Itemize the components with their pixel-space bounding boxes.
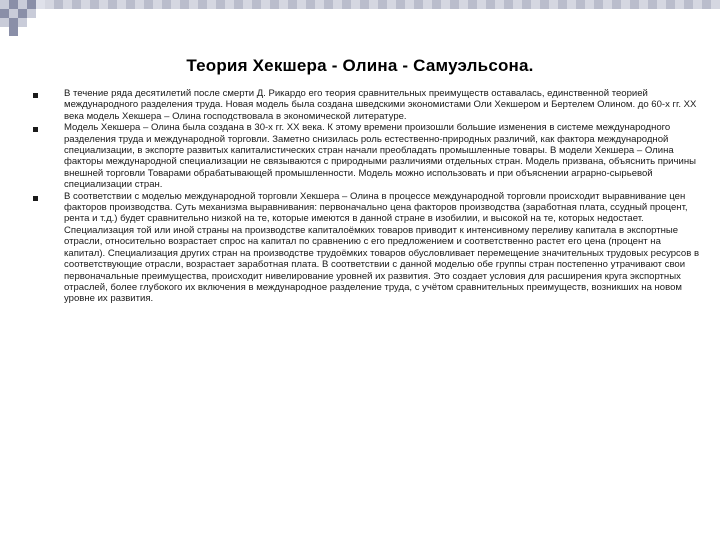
- bullet-text: В соответствии с моделью международной торговли Хекшера – Олина в процессе международной торговли происходит выравнивание цен факторов производства. Суть механизма выравнивания: первоначально цена факторов производства (заработная плата, ссудный процент, рента и т.д.) будет сравнительно низкой на те, которые имеются в данной стране в изобилии, и высокой на те, которых недостает. Специализация той или иной страны на производстве капиталоёмких товаров приводит к интенсивному переливу капитала в экспортные отрасли, относительно возрастает спрос на капитал по сравнению с его предложением и соответственно растет его цена (процент на капитал). Специализация других стран на производстве трудоёмких товаров обусловливает перемещение значительных трудовых ресурсов в соответствующие отрасли, возрастает заработная плата. В соответствии с данной моделью обе группы стран постепенно утрачивают свои первоначальные преимущества, происходит нивелирование уровней их развития. Это создает условия для расширения круга экспортных отраслей, более глубокого их включения в международное разделение труда, с учётом сравнительных преимуществ, возникших на новом уровне их развития.: [64, 190, 700, 305]
- slide-title: Теория Хекшера - Олина - Самуэльсона.: [186, 56, 534, 75]
- square-bullet-icon: [33, 127, 38, 132]
- bullet-item: [32, 88, 700, 122]
- square-bullet-icon: [33, 93, 38, 98]
- square-bullet-icon: [33, 196, 38, 201]
- bullet-item: [32, 191, 700, 305]
- bullet-text: В течение ряда десятилетий после смерти Д. Рикардо его теория сравнительных преимуществ оставалась, единственной теорией международного разделения труда. Новая модель была создана шведскими экономистами Оли Хекшером и Бертелем Олином. до 60-х гг. XX века модель Хекшера – Олина господствовала в экономической литературе.: [64, 88, 697, 122]
- bullet-text: Модель Хекшера – Олина была создана в 30-х гг. XX века. К этому времени произошли большие изменения в системе международного разделения труда и международной торговли. Заметно снизилась роль естественно-природных различий, как фактора международной специализации, в экспорте развитых капиталистических стран начали преобладать промышленные товары. В модели Хекшера – Олина факторы международной специализации не связываются с природными различиями отдельных стран. Модель призвана, объяснить причины внешней торговли Товарами обрабатывающей промышленности. Модель можно использовать и при объяснении аграрно-сырьевой специализации стран.: [64, 122, 696, 191]
- bullet-item: [32, 122, 700, 190]
- decorative-squares: [0, 0, 720, 40]
- bullet-list: [32, 88, 700, 305]
